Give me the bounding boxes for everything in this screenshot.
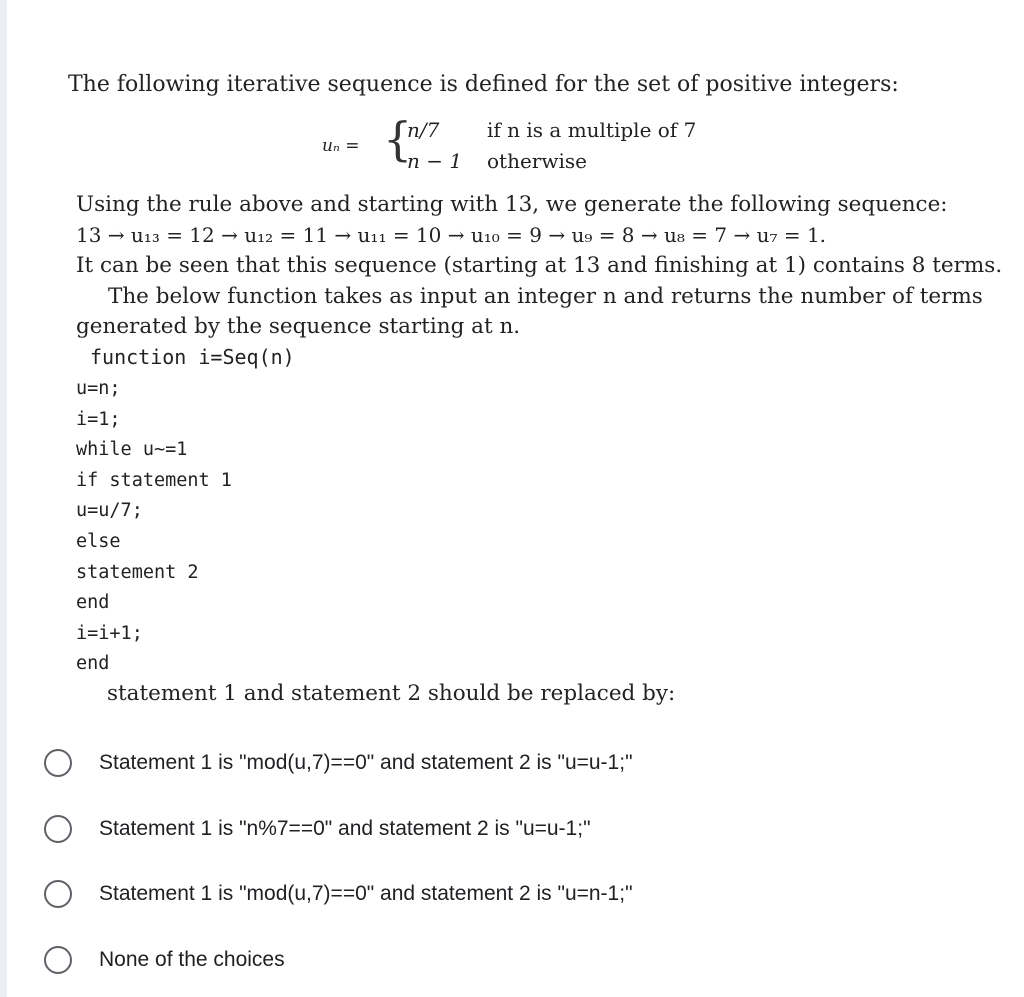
paragraph-function-1: The below function takes as input an integer n and returns the number of terms — [108, 284, 983, 309]
paragraph-terms: It can be seen that this sequence (starting at 13 and finishing at 1) contains 8 terms. — [76, 253, 1003, 278]
sequence-line: 13 → u₁₃ = 12 → u₁₂ = 11 → u₁₁ = 10 → u₁₀ = 9 → u₉ = 8 → u₈ = 7 → u₇ = 1. — [76, 223, 827, 247]
paragraph-using-rule: Using the rule above and starting with 13, we generate the following sequence: — [76, 192, 948, 217]
option-4[interactable] — [44, 940, 984, 980]
equation-label: uₙ = — [322, 136, 360, 156]
paragraph-function-2: generated by the sequence starting at n. — [76, 314, 521, 339]
code-line: u=u/7; — [76, 500, 143, 521]
code-line: i=1; — [76, 409, 121, 430]
option-label: None of the choices — [99, 948, 285, 971]
code-line: i=i+1; — [76, 623, 143, 644]
code-line: end — [76, 653, 110, 674]
equation-brace: { — [383, 112, 413, 166]
case1-expression: n/7 — [407, 118, 440, 142]
case1-condition: if n is a multiple of 7 — [487, 118, 697, 142]
radio-button-icon[interactable] — [44, 815, 72, 843]
case2-condition: otherwise — [487, 149, 587, 173]
option-3[interactable] — [44, 874, 984, 914]
function-signature: function i=Seq(n) — [90, 345, 295, 369]
code-line: statement 2 — [76, 562, 199, 583]
code-line: u=n; — [76, 378, 121, 399]
option-2[interactable] — [44, 809, 984, 849]
option-label: Statement 1 is "n%7==0" and statement 2 is "u=u-1;" — [99, 817, 591, 840]
option-label: Statement 1 is "mod(u,7)==0" and statement 2 is "u=n-1;" — [99, 882, 633, 905]
left-margin-bar — [0, 0, 7, 997]
radio-button-icon[interactable] — [44, 880, 72, 908]
code-line: else — [76, 531, 121, 552]
option-1[interactable] — [44, 743, 984, 783]
code-line: end — [76, 592, 110, 613]
option-label: Statement 1 is "mod(u,7)==0" and statement 2 is "u=u-1;" — [99, 751, 633, 774]
case2-expression: n − 1 — [407, 149, 463, 173]
radio-button-icon[interactable] — [44, 946, 72, 974]
intro-text: The following iterative sequence is defined for the set of positive integers: — [68, 72, 899, 97]
replace-prompt: statement 1 and statement 2 should be replaced by: — [107, 681, 676, 706]
code-line: if statement 1 — [76, 470, 232, 491]
radio-button-icon[interactable] — [44, 749, 72, 777]
code-line: while u~=1 — [76, 439, 188, 460]
